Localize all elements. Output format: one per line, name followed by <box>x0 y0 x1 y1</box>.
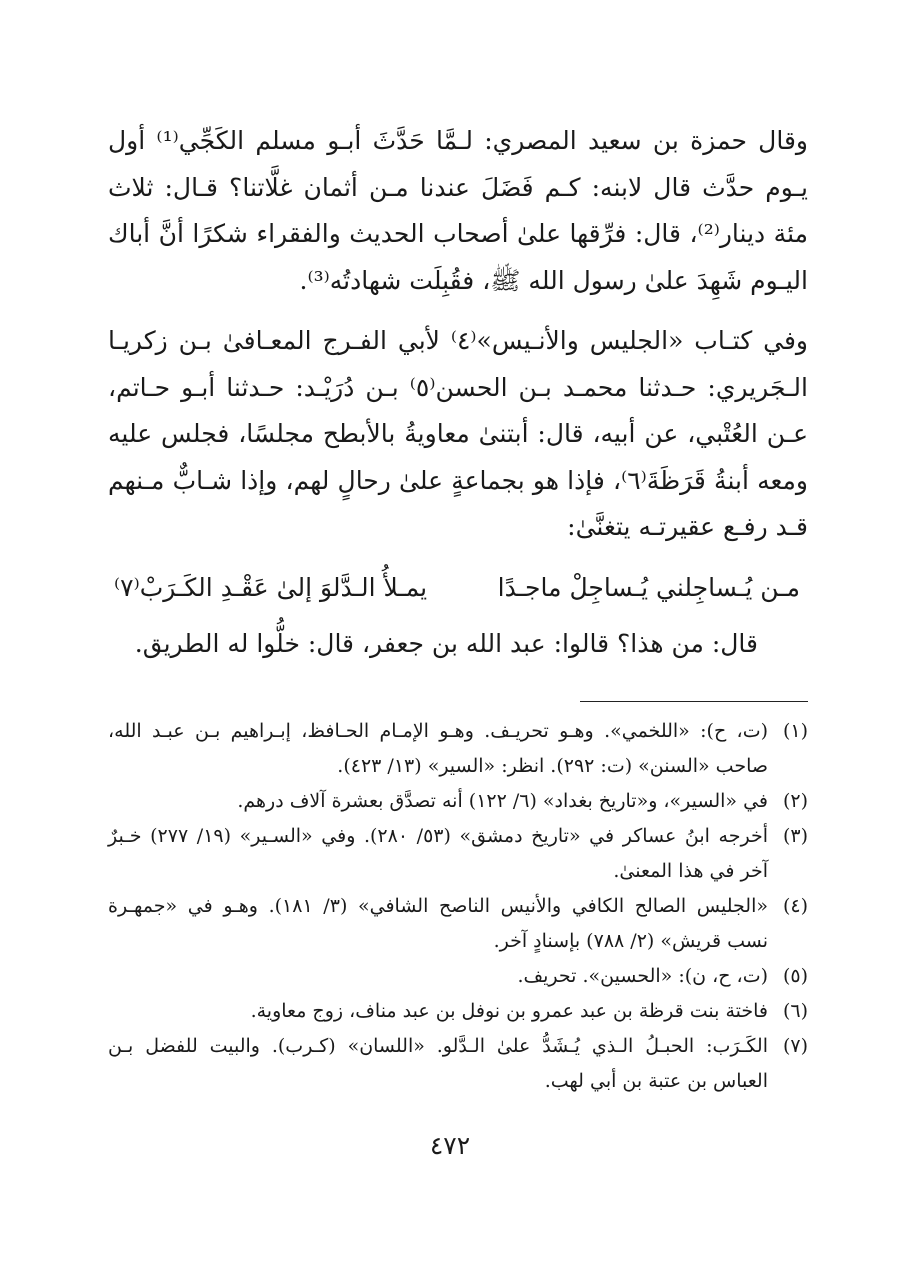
footnote-item <box>108 714 808 784</box>
footnote-text: أخرجه ابنُ عساكر في «تاريخ دمشق» (٥٣/ ٢٨٠). وفي «السـير» (١٩/ ٢٧٧) خـبرٌ آخر في هذا المعنىٰ. <box>108 824 768 882</box>
footnote-number: (٢) <box>782 789 808 812</box>
footnote-text: (ت، ح، ن): «الحسين». تحريف. <box>517 964 768 987</box>
footnotes <box>108 714 808 1099</box>
footnote-item <box>108 819 808 889</box>
footnote-text: في «السير»، و«تاريخ بغداد» (٦/ ١٢٢) أنه تصدَّق بعشرة آلاف درهم. <box>237 789 768 812</box>
verse-second-hemistich: يمـلأُ الـدَّلوَ إلىٰ عَقْـدِ الكَـرَبْ⁽٧⁾ <box>114 572 428 602</box>
footnote-item <box>108 889 808 959</box>
footnote-number: (٧) <box>782 1034 808 1057</box>
footnote-item <box>108 784 808 819</box>
footnote-text: «الجليس الصالح الكافي والأنيس الناصح الشافي» (٣/ ١٨١). وهـو في «جمهـرة نسب قريش» (٢/ ٧٨٨) بإسنادٍ آخر. <box>108 894 768 952</box>
footnote-text: فاختة بنت قرظة بن عبد عمرو بن نوفل بن عبد مناف، زوج معاوية. <box>250 999 768 1022</box>
paragraph-hamza: وقال حمزة بن سعيد المصري: لـمَّا حَدَّثَ أبـو مسلم الكَجِّي⁽¹⁾ أول يـوم حدَّث قال لابنه: كـم فَضَلَ عندنا مـن أثمان غلَّاتنا؟ قـال: ثلاث مئة دينار⁽²⁾، قال: فرِّقها علىٰ أصحاب الحديث والفقراء شكرًا أنَّ أباك اليـوم شَهِدَ علىٰ رسول الله ﷺ، فقُبِلَت شهادتُه⁽³⁾. <box>108 126 808 295</box>
paragraph-jalis: وفي كتـاب «الجليس والأنـيس»⁽٤⁾ لأبي الفـرج المعـافىٰ بـن زكريـا الـجَريري: حـدثنا محمـد بـن الحسن⁽٥⁾ بـن دُرَيْـد: حـدثنا أبـو حـاتم، عـن العُتْبي، عن أبيه، قال: أبتنىٰ معاويةُ بالأبطح مجلسًا، فجلس عليه ومعه أبنةُ قَرَظَةَ⁽٦⁾، فإذا هو بجماعةٍ علىٰ رحالٍ لهم، وإذا شـابٌّ مـنهم قـد رفـع عقيرتـه يتغنَّىٰ: <box>108 326 809 541</box>
paragraph-after-verse: قال: من هذا؟ قالوا: عبد الله بن جعفر، قال: خلُّوا له الطريق. <box>134 628 758 658</box>
footnote-number: (٦) <box>782 999 808 1022</box>
footnote-text: الكَـرَب: الحبـلُ الـذي يُـشَدُّ علىٰ الـدَّلو. «اللسان» (كـرب). والبيت للفضل بـن العباس بن عتبة بن أبي لهب. <box>108 1034 768 1092</box>
footnote-number: (٤) <box>782 894 808 917</box>
page-number: ٤٧٢ <box>429 1131 471 1160</box>
footnote-item <box>108 1029 808 1099</box>
footnote-separator <box>580 701 808 702</box>
footnote-item <box>108 959 808 994</box>
verse-first-hemistich: مـن يُـساجِلني يُـساجِلْ ماجـدًا <box>497 572 800 602</box>
footnote-number: (٣) <box>782 824 808 847</box>
footnote-number: (١) <box>782 719 808 742</box>
footnote-number: (٥) <box>782 964 808 987</box>
page-body <box>108 118 808 1099</box>
footnote-text: (ت، ح): «اللخمي». وهـو تحريـف. وهـو الإمـام الحـافظ، إبـراهيم بـن عبـد الله، صاحب «السنن» (ت: ٢٩٢). انظر: «السير» (١٣/ ٤٢٣). <box>108 719 768 777</box>
poetry-verse <box>108 563 808 613</box>
footnote-item <box>108 994 808 1029</box>
